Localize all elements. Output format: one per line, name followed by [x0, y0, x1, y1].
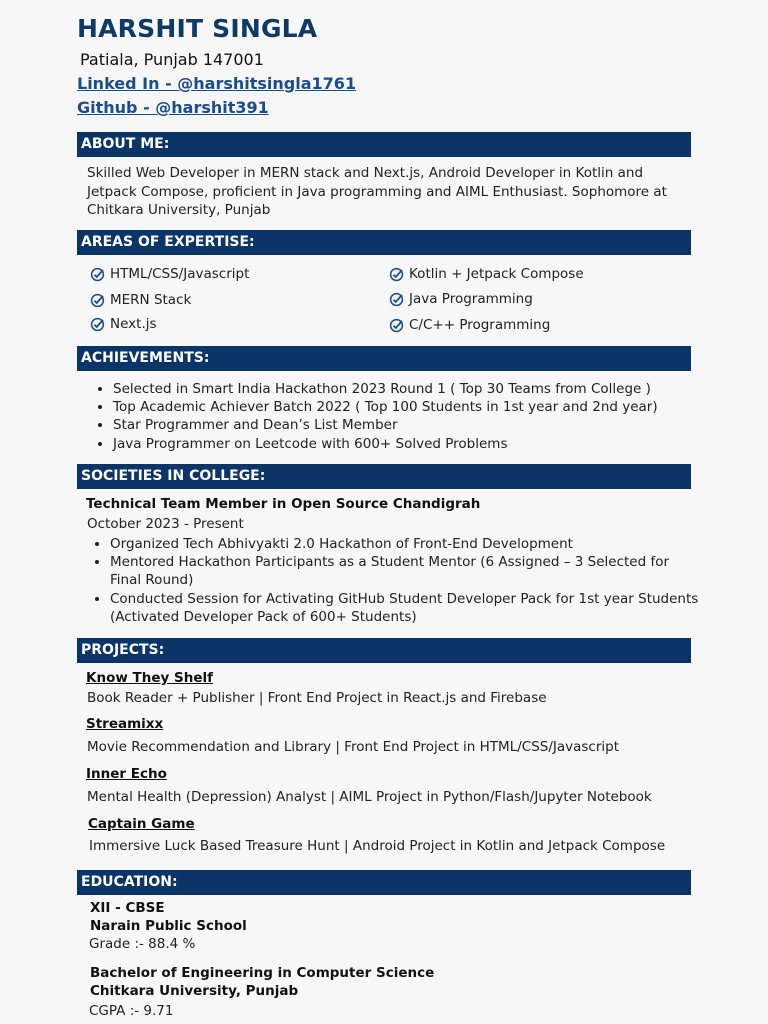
- education-school: Chitkara University, Punjab: [90, 983, 299, 999]
- expertise-item: [90, 266, 249, 282]
- github-link[interactable]: Github - @harshit391: [77, 98, 269, 117]
- location: Patiala, Punjab 147001: [80, 50, 264, 69]
- list-item: • Organized Tech Abhivyakti 2.0 Hackathon of Front-End Development: [110, 535, 700, 553]
- project-description: Movie Recommendation and Library | Front End Project in HTML/CSS/Javascript: [87, 739, 620, 755]
- about-line: Jetpack Compose, proficient in Java programming and AIML Enthusiast. Sophomore at: [87, 183, 667, 200]
- linkedin-link[interactable]: Linked In - @harshitsingla1761: [77, 74, 357, 93]
- check-circle-icon: [90, 293, 105, 308]
- section-header-societies: SOCIETIES IN COLLEGE:: [77, 464, 691, 489]
- list-item: • Star Programmer and Dean’s List Member: [113, 416, 713, 434]
- check-circle-icon: [90, 317, 105, 332]
- education-school: Narain Public School: [90, 918, 247, 934]
- about-line: Chitkara University, Punjab: [87, 202, 271, 218]
- project-description: Mental Health (Depression) Analyst | AIML Project in Python/Flash/Jupyter Notebook: [87, 789, 652, 805]
- list-item: • Selected in Smart India Hackathon 2023 Round 1 ( Top 30 Teams from College ): [113, 380, 713, 398]
- project-title: Inner Echo: [86, 766, 167, 782]
- expertise-label: Kotlin + Jetpack Compose: [409, 266, 584, 282]
- achievements-list: [91, 380, 713, 453]
- expertise-item: [389, 266, 584, 282]
- project-title: Know They Shelf: [86, 670, 213, 686]
- society-period: October 2023 - Present: [87, 516, 244, 532]
- education-grade: Grade :- 88.4 %: [89, 936, 196, 952]
- project-description: Book Reader + Publisher | Front End Project in React.js and Firebase: [87, 690, 547, 706]
- education-level: XII - CBSE: [90, 900, 165, 916]
- list-item: • Top Academic Achiever Batch 2022 ( Top 100 Students in 1st year and 2nd year): [113, 398, 713, 416]
- about-line: Skilled Web Developer in MERN stack and Next.js, Android Developer in Kotlin and: [87, 165, 644, 181]
- section-header-projects: PROJECTS:: [77, 638, 691, 663]
- project-title: Streamixx: [86, 716, 164, 732]
- expertise-label: C/C++ Programming: [409, 317, 551, 333]
- check-circle-icon: [389, 292, 404, 307]
- about-text: [87, 164, 667, 220]
- section-header-about: ABOUT ME:: [77, 132, 691, 157]
- expertise-label: HTML/CSS/Javascript: [110, 266, 250, 282]
- society-role: Technical Team Member in Open Source Chandigrah: [86, 496, 481, 512]
- list-item: • Mentored Hackathon Participants as a Student Mentor (6 Assigned – 3 Selected for Final Round): [110, 553, 700, 589]
- education-level: Bachelor of Engineering in Computer Science: [90, 965, 435, 981]
- expertise-label: MERN Stack: [110, 292, 192, 308]
- project-title: Captain Game: [88, 816, 195, 832]
- list-item: • Conducted Session for Activating GitHub Student Developer Pack for 1st year Students (Activated Developer Pack of 600+ Students): [110, 590, 700, 626]
- project-description: Immersive Luck Based Treasure Hunt | Android Project in Kotlin and Jetpack Compose: [89, 838, 666, 854]
- section-header-education: EDUCATION:: [77, 870, 691, 895]
- expertise-label: Java Programming: [409, 291, 533, 307]
- expertise-item: [389, 317, 550, 333]
- expertise-label: Next.js: [110, 316, 157, 332]
- expertise-item: [90, 292, 191, 308]
- candidate-name: HARSHIT SINGLA: [77, 14, 318, 43]
- society-list: [88, 535, 700, 626]
- expertise-item: [389, 291, 533, 307]
- check-circle-icon: [389, 267, 404, 282]
- list-item: • Java Programmer on Leetcode with 600+ Solved Problems: [113, 435, 713, 453]
- check-circle-icon: [90, 267, 105, 282]
- section-header-expertise: AREAS OF EXPERTISE:: [77, 230, 691, 255]
- expertise-item: [90, 316, 157, 332]
- section-header-achievements: ACHIEVEMENTS:: [77, 346, 691, 371]
- check-circle-icon: [389, 318, 404, 333]
- education-grade: CGPA :- 9.71: [89, 1003, 174, 1019]
